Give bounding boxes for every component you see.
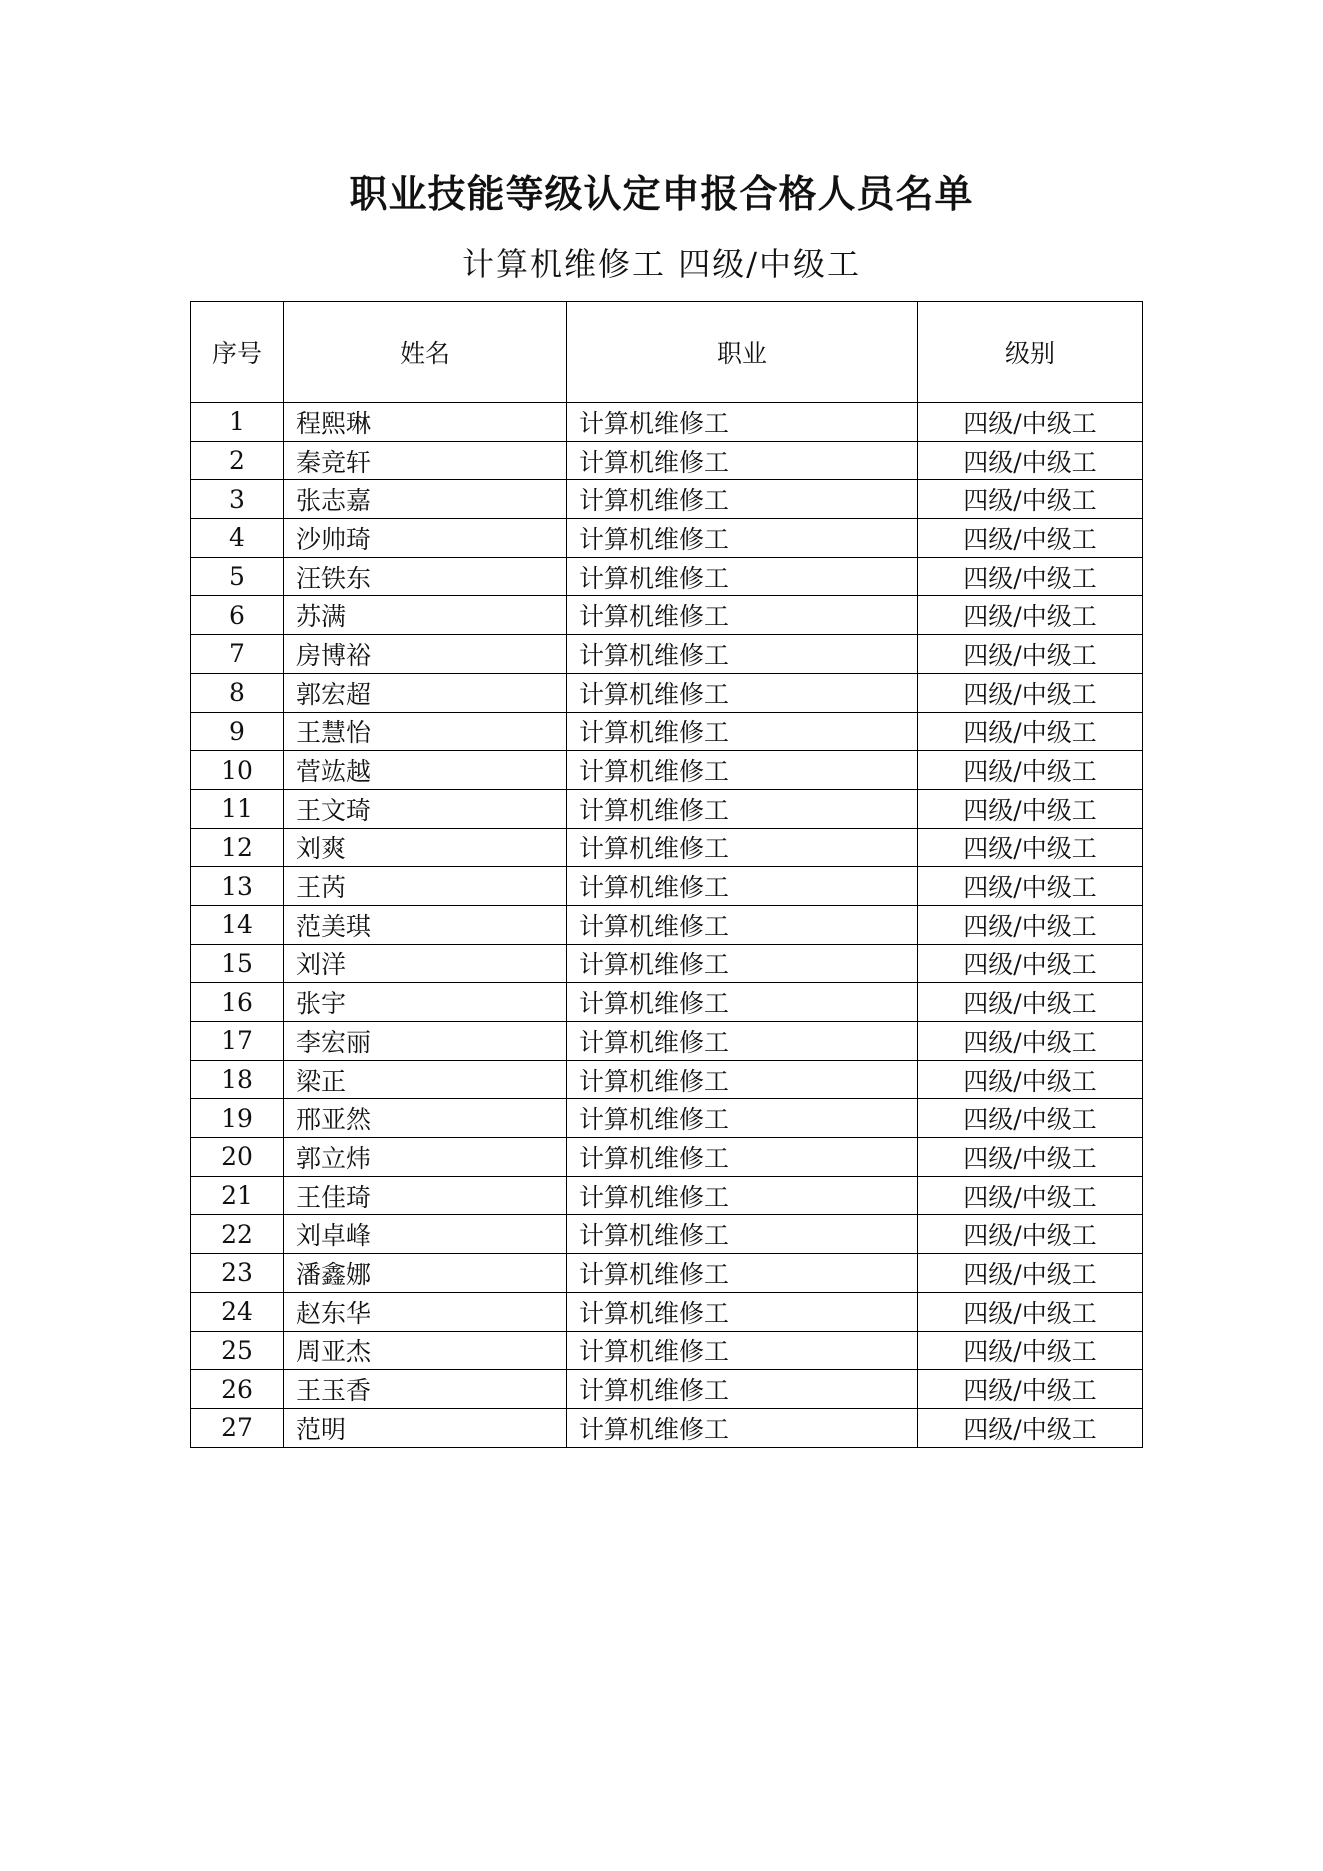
- cell-level: 四级/中级工: [918, 519, 1143, 558]
- cell-level: 四级/中级工: [918, 712, 1143, 751]
- table-row: [191, 1254, 1143, 1293]
- table-row: [191, 441, 1143, 480]
- table-row: [191, 828, 1143, 867]
- cell-index: 15: [191, 944, 284, 983]
- cell-level: 四级/中级工: [918, 867, 1143, 906]
- cell-name: 刘卓峰: [284, 1215, 567, 1254]
- table-header: [191, 302, 1143, 403]
- cell-name: 周亚杰: [284, 1331, 567, 1370]
- cell-index: 5: [191, 557, 284, 596]
- cell-index: 3: [191, 480, 284, 519]
- cell-occupation: 计算机维修工: [567, 1292, 918, 1331]
- cell-level: 四级/中级工: [918, 403, 1143, 442]
- cell-name: 郭宏超: [284, 673, 567, 712]
- table-body: [191, 403, 1143, 1448]
- cell-index: 25: [191, 1331, 284, 1370]
- table-row: [191, 1060, 1143, 1099]
- cell-index: 16: [191, 983, 284, 1022]
- cell-level: 四级/中级工: [918, 1254, 1143, 1293]
- cell-index: 14: [191, 905, 284, 944]
- cell-name: 秦竞轩: [284, 441, 567, 480]
- table-row: [191, 673, 1143, 712]
- cell-name: 张宇: [284, 983, 567, 1022]
- cell-index: 11: [191, 789, 284, 828]
- cell-index: 24: [191, 1292, 284, 1331]
- cell-occupation: 计算机维修工: [567, 1370, 918, 1409]
- cell-occupation: 计算机维修工: [567, 1022, 918, 1061]
- cell-level: 四级/中级工: [918, 673, 1143, 712]
- cell-index: 23: [191, 1254, 284, 1293]
- cell-index: 4: [191, 519, 284, 558]
- table-row: [191, 557, 1143, 596]
- cell-occupation: 计算机维修工: [567, 944, 918, 983]
- table-row: [191, 1370, 1143, 1409]
- cell-name: 刘洋: [284, 944, 567, 983]
- table-row: [191, 1099, 1143, 1138]
- cell-occupation: 计算机维修工: [567, 519, 918, 558]
- table-row: [191, 983, 1143, 1022]
- table-row: [191, 751, 1143, 790]
- cell-level: 四级/中级工: [918, 789, 1143, 828]
- cell-occupation: 计算机维修工: [567, 1254, 918, 1293]
- table-row: [191, 867, 1143, 906]
- table-row: [191, 944, 1143, 983]
- cell-level: 四级/中级工: [918, 635, 1143, 674]
- cell-level: 四级/中级工: [918, 828, 1143, 867]
- cell-name: 沙帅琦: [284, 519, 567, 558]
- cell-name: 李宏丽: [284, 1022, 567, 1061]
- cell-name: 邢亚然: [284, 1099, 567, 1138]
- table-row: [191, 635, 1143, 674]
- cell-level: 四级/中级工: [918, 596, 1143, 635]
- cell-index: 10: [191, 751, 284, 790]
- document-subtitle: 计算机维修工 四级/中级工: [462, 245, 861, 283]
- cell-index: 9: [191, 712, 284, 751]
- cell-occupation: 计算机维修工: [567, 635, 918, 674]
- cell-name: 范美琪: [284, 905, 567, 944]
- cell-name: 刘爽: [284, 828, 567, 867]
- cell-index: 26: [191, 1370, 284, 1409]
- cell-name: 房博裕: [284, 635, 567, 674]
- cell-level: 四级/中级工: [918, 944, 1143, 983]
- table-row: [191, 1331, 1143, 1370]
- cell-occupation: 计算机维修工: [567, 673, 918, 712]
- table-row: [191, 403, 1143, 442]
- cell-occupation: 计算机维修工: [567, 983, 918, 1022]
- cell-index: 2: [191, 441, 284, 480]
- cell-index: 8: [191, 673, 284, 712]
- cell-level: 四级/中级工: [918, 1292, 1143, 1331]
- table-row: [191, 905, 1143, 944]
- cell-index: 21: [191, 1176, 284, 1215]
- cell-index: 20: [191, 1138, 284, 1177]
- cell-index: 13: [191, 867, 284, 906]
- cell-occupation: 计算机维修工: [567, 441, 918, 480]
- cell-level: 四级/中级工: [918, 480, 1143, 519]
- table-row: [191, 1215, 1143, 1254]
- cell-name: 王文琦: [284, 789, 567, 828]
- cell-occupation: 计算机维修工: [567, 480, 918, 519]
- cell-name: 王慧怡: [284, 712, 567, 751]
- table-row: [191, 480, 1143, 519]
- table-row: [191, 1138, 1143, 1177]
- table-row: [191, 1292, 1143, 1331]
- cell-occupation: 计算机维修工: [567, 905, 918, 944]
- cell-occupation: 计算机维修工: [567, 557, 918, 596]
- cell-level: 四级/中级工: [918, 1176, 1143, 1215]
- cell-occupation: 计算机维修工: [567, 403, 918, 442]
- table-row: [191, 1408, 1143, 1447]
- cell-name: 苏满: [284, 596, 567, 635]
- cell-level: 四级/中级工: [918, 1022, 1143, 1061]
- table-row: [191, 596, 1143, 635]
- table-row: [191, 1176, 1143, 1215]
- header-row: [191, 302, 1143, 403]
- cell-level: 四级/中级工: [918, 983, 1143, 1022]
- table-row: [191, 1022, 1143, 1061]
- cell-index: 1: [191, 403, 284, 442]
- cell-occupation: 计算机维修工: [567, 867, 918, 906]
- cell-index: 12: [191, 828, 284, 867]
- qualified-personnel-table: [190, 301, 1143, 1448]
- cell-name: 王玉香: [284, 1370, 567, 1409]
- cell-occupation: 计算机维修工: [567, 1138, 918, 1177]
- header-index: 序号: [191, 302, 284, 403]
- cell-name: 范明: [284, 1408, 567, 1447]
- cell-name: 汪铁东: [284, 557, 567, 596]
- header-name: 姓名: [284, 302, 567, 403]
- cell-name: 张志嘉: [284, 480, 567, 519]
- cell-level: 四级/中级工: [918, 751, 1143, 790]
- cell-level: 四级/中级工: [918, 905, 1143, 944]
- cell-level: 四级/中级工: [918, 1060, 1143, 1099]
- cell-name: 梁正: [284, 1060, 567, 1099]
- cell-level: 四级/中级工: [918, 1215, 1143, 1254]
- cell-occupation: 计算机维修工: [567, 1060, 918, 1099]
- cell-occupation: 计算机维修工: [567, 1331, 918, 1370]
- cell-name: 菅竑越: [284, 751, 567, 790]
- cell-level: 四级/中级工: [918, 1370, 1143, 1409]
- cell-name: 程熙琳: [284, 403, 567, 442]
- cell-name: 王芮: [284, 867, 567, 906]
- cell-occupation: 计算机维修工: [567, 596, 918, 635]
- header-level: 级别: [918, 302, 1143, 403]
- cell-level: 四级/中级工: [918, 1099, 1143, 1138]
- table-row: [191, 789, 1143, 828]
- cell-index: 7: [191, 635, 284, 674]
- cell-index: 18: [191, 1060, 284, 1099]
- cell-occupation: 计算机维修工: [567, 1099, 918, 1138]
- cell-index: 17: [191, 1022, 284, 1061]
- table-row: [191, 712, 1143, 751]
- cell-index: 22: [191, 1215, 284, 1254]
- header-occupation: 职业: [567, 302, 918, 403]
- cell-occupation: 计算机维修工: [567, 1176, 918, 1215]
- cell-occupation: 计算机维修工: [567, 828, 918, 867]
- cell-index: 6: [191, 596, 284, 635]
- cell-name: 王佳琦: [284, 1176, 567, 1215]
- cell-occupation: 计算机维修工: [567, 712, 918, 751]
- cell-name: 赵东华: [284, 1292, 567, 1331]
- cell-occupation: 计算机维修工: [567, 1408, 918, 1447]
- cell-occupation: 计算机维修工: [567, 789, 918, 828]
- cell-index: 19: [191, 1099, 284, 1138]
- cell-occupation: 计算机维修工: [567, 751, 918, 790]
- cell-level: 四级/中级工: [918, 441, 1143, 480]
- cell-occupation: 计算机维修工: [567, 1215, 918, 1254]
- cell-name: 潘鑫娜: [284, 1254, 567, 1293]
- cell-level: 四级/中级工: [918, 1331, 1143, 1370]
- cell-level: 四级/中级工: [918, 1408, 1143, 1447]
- document-title: 职业技能等级认定申报合格人员名单: [349, 172, 974, 216]
- cell-name: 郭立炜: [284, 1138, 567, 1177]
- cell-index: 27: [191, 1408, 284, 1447]
- table-row: [191, 519, 1143, 558]
- cell-level: 四级/中级工: [918, 557, 1143, 596]
- cell-level: 四级/中级工: [918, 1138, 1143, 1177]
